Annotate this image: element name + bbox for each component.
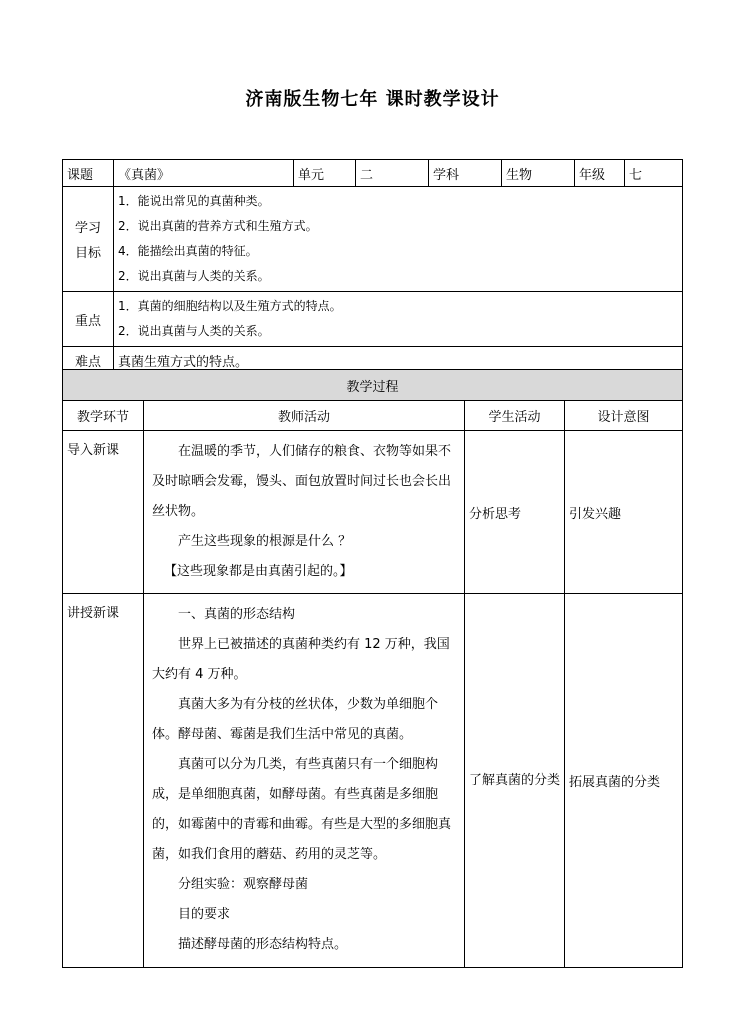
- unit-label: 单元: [294, 160, 356, 187]
- objectives-label-line1: 学习: [74, 221, 101, 236]
- process-heading: 教学过程: [63, 370, 683, 401]
- topic-label: 课题: [63, 160, 114, 187]
- column-header: 教师活动: [144, 401, 465, 431]
- topic-value: 《真菌》: [114, 160, 294, 187]
- teacher-paragraph: 描述酵母菌的形态结构特点。: [178, 937, 348, 952]
- objectives-list: [114, 187, 683, 292]
- subject-label: 学科: [429, 160, 502, 187]
- objective-item: 1．能说出常见的真菌种类。: [118, 194, 270, 208]
- document-title: 济南版生物七年 课时教学设计: [245, 89, 500, 110]
- process-header-row: [63, 401, 683, 431]
- objective-item: 2．说出真菌的营养方式和生殖方式。: [118, 219, 318, 233]
- teacher-activity-cell: [144, 594, 465, 968]
- teaching-process-table: [62, 369, 683, 968]
- design-intent-cell: 拓展真菌的分类: [565, 594, 683, 968]
- grade-label: 年级: [575, 160, 625, 187]
- teacher-paragraph: 真菌可以分为几类，有些真菌只有一个细胞构成，是单细胞真菌，如酵母菌。有些真菌是多细胞的，如霉菌中的青霉和曲霉。有些是大型的多细胞真菌，如我们食用的蘑菇、药用的灵芝等。: [152, 757, 452, 862]
- column-header: 教学环节: [63, 401, 144, 431]
- grade-value: 七: [625, 160, 683, 187]
- teacher-paragraph: 【这些现象都是由真菌引起的。】: [164, 564, 353, 579]
- stage-cell: 讲授新课: [63, 594, 144, 968]
- objective-item: 4．能描绘出真菌的特征。: [118, 244, 258, 258]
- column-header: 设计意图: [565, 401, 683, 431]
- subject-value: 生物: [502, 160, 575, 187]
- teacher-paragraph: 分组实验：观察酵母菌: [178, 877, 309, 892]
- teacher-paragraph: 在温暖的季节，人们储存的粮食、衣物等如果不及时晾晒会发霉，馒头、面包放置时间过长也会长出丝状物。: [152, 444, 452, 519]
- key-point-item: 1．真菌的细胞结构以及生殖方式的特点。: [118, 299, 342, 313]
- teacher-paragraph: 世界上已被描述的真菌种类约有 12 万种，我国大约有 4 万种。: [152, 637, 450, 682]
- teacher-paragraph: 真菌大多为有分枝的丝状体，少数为单细胞个体。酵母菌、霉菌是我们生活中常见的真菌。: [152, 697, 439, 742]
- unit-value: 二: [356, 160, 429, 187]
- objectives-row: [63, 187, 683, 292]
- key-points-row: [63, 292, 683, 347]
- column-header: 学生活动: [465, 401, 565, 431]
- key-points-label: 重点: [63, 292, 114, 347]
- process-heading-row: [63, 370, 683, 401]
- teacher-paragraph: 目的要求: [178, 907, 231, 922]
- objectives-label-line2: 目标: [74, 246, 101, 261]
- teacher-paragraph: 产生这些现象的根源是什么 ？: [178, 534, 352, 549]
- info-row: [63, 160, 683, 187]
- objective-item: 2．说出真菌与人类的关系。: [118, 269, 270, 283]
- student-activity-cell: 了解真菌的分类: [465, 594, 565, 968]
- stage-cell: 导入新课: [63, 431, 144, 594]
- key-points-list: [114, 292, 683, 347]
- student-activity-cell: 分析思考: [465, 431, 565, 594]
- objectives-label: [63, 187, 114, 292]
- process-row-intro: [63, 431, 683, 594]
- teacher-activity-cell: [144, 431, 465, 594]
- process-row-lecture: [63, 594, 683, 968]
- difficulty-label: 难点: [63, 347, 114, 374]
- design-intent-cell: 引发兴趣: [565, 431, 683, 594]
- key-point-item: 2．说出真菌与人类的关系。: [118, 324, 270, 338]
- lesson-info-table: [62, 159, 683, 374]
- difficulty-value: 真菌生殖方式的特点。: [114, 347, 683, 374]
- teacher-paragraph: 一、真菌的形态结构: [178, 607, 296, 622]
